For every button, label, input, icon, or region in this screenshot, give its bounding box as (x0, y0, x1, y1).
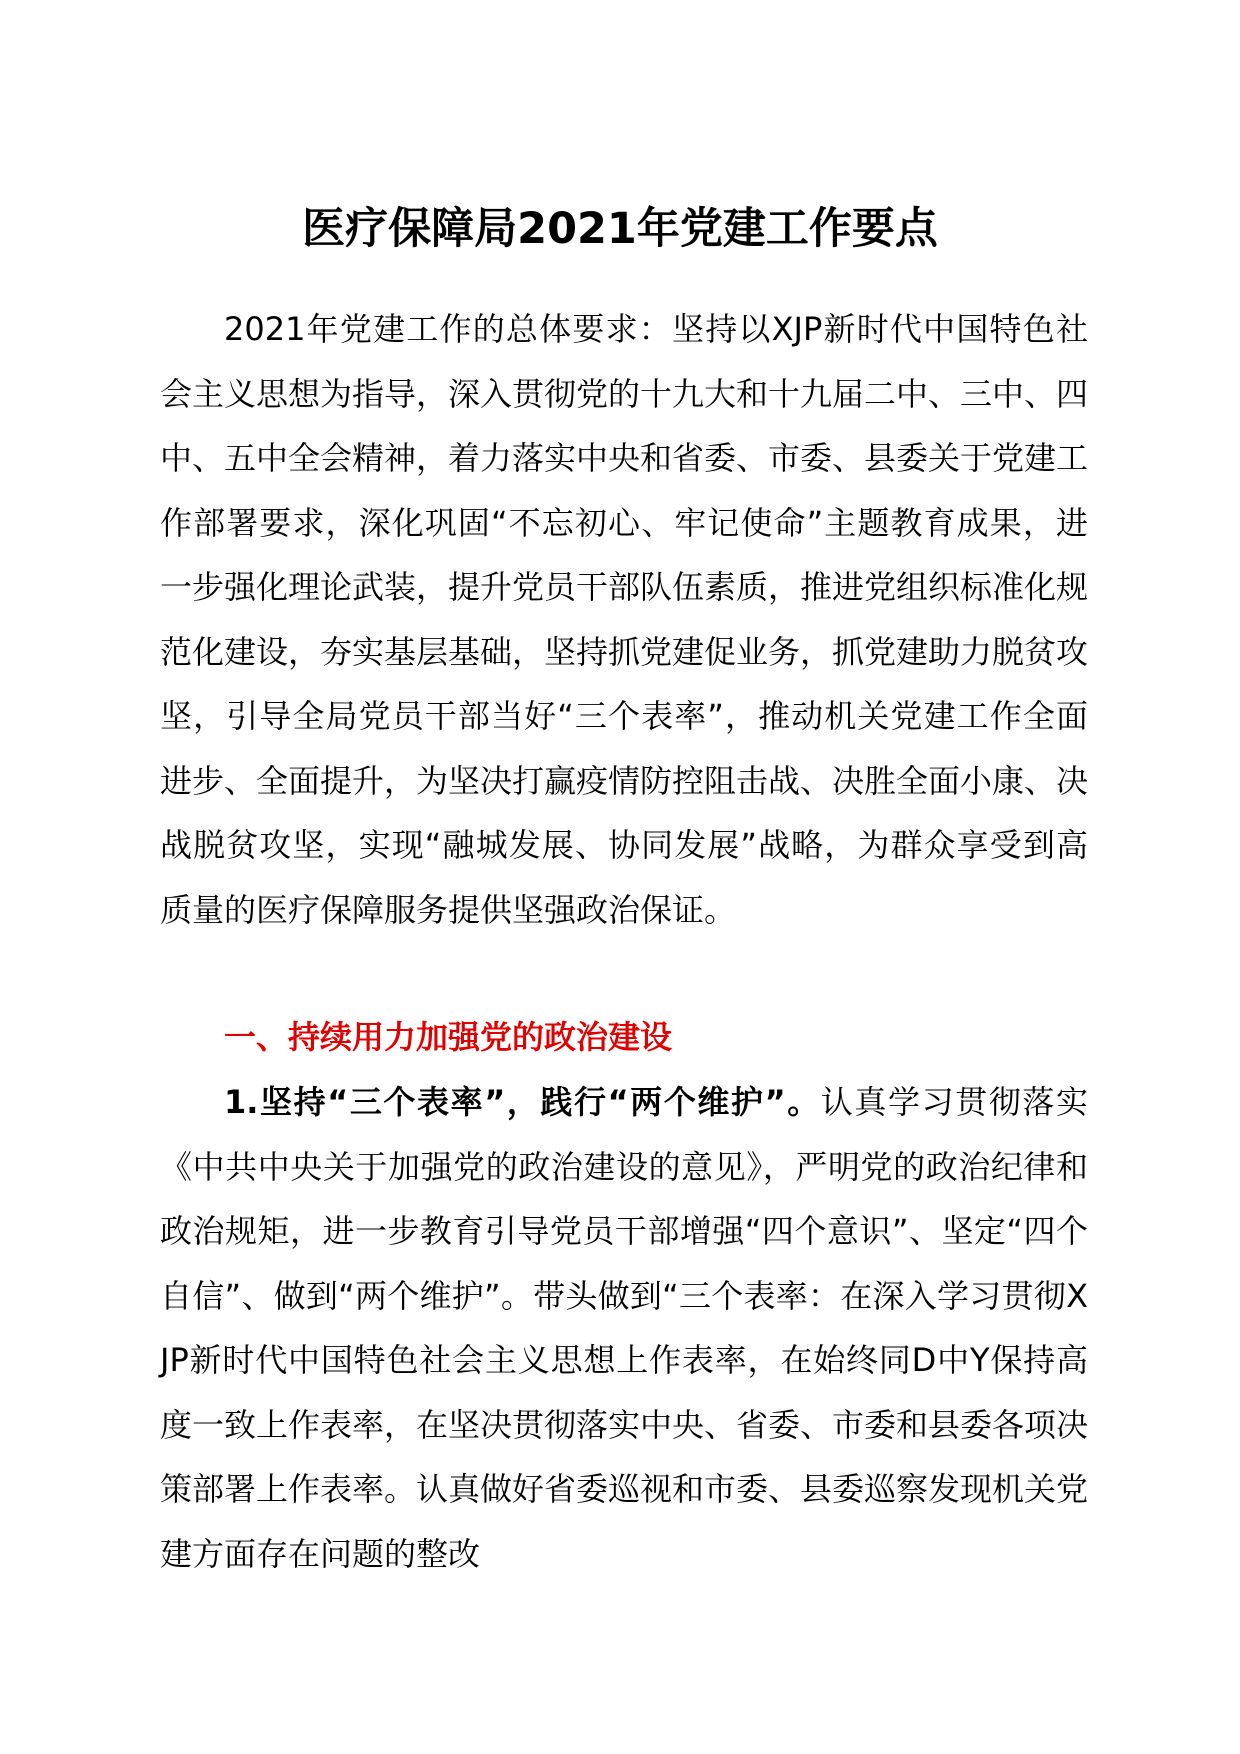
section-1-item-1-lead: 1.坚持“三个表率”，践行“两个维护”。 (224, 1083, 821, 1121)
section-1-item-1-paragraph (160, 1070, 1088, 1586)
section-1-item-1-body: 认真学习贯彻落实《中共中央关于加强党的政治建设的意见》，严明党的政治纪律和政治规矩，进一步教育引导党员干部增强“四个意识”、坚定“四个自信”、做到“两个维护”。带头做到“三个表率：在深入学习贯彻XJP新时代中国特色社会主义思想上作表率，在始终同D中Y保持高度一致上作表率，在坚决贯彻落实中央、省委、市委和县委各项决策部署上作表率。认真做好省委巡视和市委、县委巡察发现机关党建方面存在问题的整改 (160, 1083, 1089, 1573)
document-title: 医疗保障局2021年党建工作要点 (302, 204, 938, 254)
section-1-heading: 一、持续用力加强党的政治建设 (224, 1018, 673, 1056)
intro-paragraph: 2021年党建工作的总体要求：坚持以XJP新时代中国特色社会主义思想为指导，深入贯彻党的十九大和十九届二中、三中、四中、五中全会精神，着力落实中央和省委、市委、县委关于党建工作部署要求，深化巩固“不忘初心、牢记使命”主题教育成果，进一步强化理论武装，提升党员干部队伍素质，推进党组织标准化规范化建设，夯实基层基础，坚持抓党建促业务，抓党建助力脱贫攻坚，引导全局党员干部当好“三个表率”，推动机关党建工作全面进步、全面提升，为坚决打赢疫情防控阻击战、决胜全面小康、决战脱贫攻坚，实现“融城发展、协同发展”战略，为群众享受到高质量的医疗保障服务提供坚强政治保证。 (160, 310, 1089, 929)
